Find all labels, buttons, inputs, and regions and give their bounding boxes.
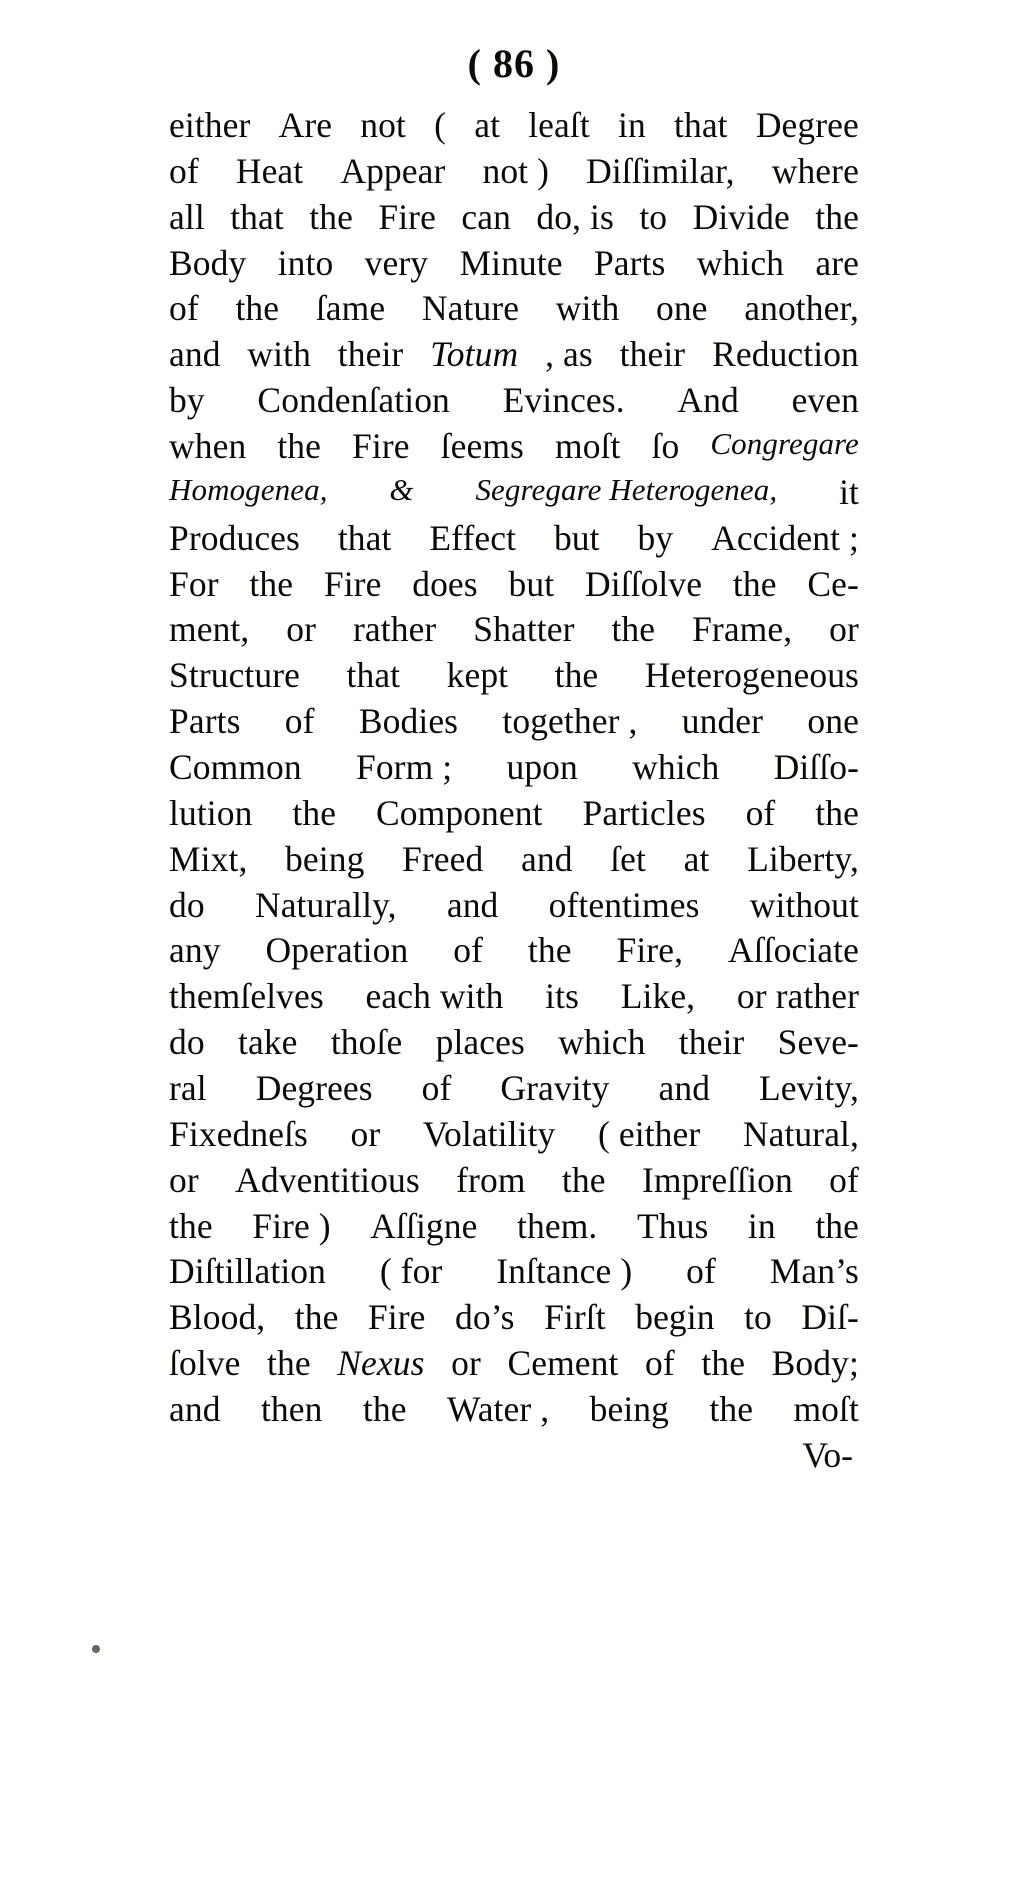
text-line: Parts of Bodies together , under one bbox=[169, 701, 859, 742]
text-line: Homogenea, & Segregare Heterogenea, it bbox=[169, 471, 859, 512]
text-line: of the ſame Nature with one another, bbox=[169, 288, 859, 329]
text-line: ral Degrees of Gravity and Levity, bbox=[169, 1068, 859, 1109]
text-line: by Condenſation Evinces. And even bbox=[169, 380, 859, 421]
text-line: Mixt, being Freed and ſet at Liberty, bbox=[169, 838, 859, 879]
text-line: and with their Totum , as their Reduction bbox=[169, 334, 859, 375]
text-line: and then the Water , being the moſt bbox=[169, 1389, 859, 1430]
text-line: Produces that Effect but by Accident ; bbox=[169, 517, 859, 558]
text-line: Common Form ; upon which Diſſo- bbox=[169, 747, 859, 788]
text-line: the Fire ) Aſſigne them. Thus in the bbox=[169, 1205, 859, 1246]
text-line: ſolve the Nexus or Cement of the Body; bbox=[169, 1343, 859, 1384]
text-line: of Heat Appear not ) Diſſimilar, where bbox=[169, 150, 859, 191]
text-line: Fixedneſs or Volatility ( either Natural, bbox=[169, 1113, 859, 1154]
text-line: lution the Component Particles of the bbox=[169, 792, 859, 833]
text-line: either Are not ( at leaſt in that Degree bbox=[169, 105, 859, 145]
text-line: do take thoſe places which their Seve- bbox=[169, 1022, 859, 1063]
text-line: or Adventitious from the Impreſſion of bbox=[169, 1159, 859, 1200]
page-number: ( 86 ) bbox=[467, 41, 561, 86]
text-line: Diſtillation ( for Inſtance ) of Man’s bbox=[169, 1251, 859, 1292]
document-page bbox=[0, 40, 1028, 1889]
margin-mark bbox=[92, 1645, 100, 1653]
text-line: Body into very Minute Parts which are bbox=[169, 242, 859, 283]
text-line: when the Fire ſeems moſt ſo Congregare bbox=[169, 426, 859, 467]
text-line: Blood, the Fire do’s Firſt begin to Diſ- bbox=[169, 1297, 859, 1338]
catchword: Vo- bbox=[802, 1434, 853, 1475]
text-line: For the Fire does but Diſſolve the Ce- bbox=[169, 563, 859, 604]
text-line: all that the Fire can do, is to Divide the bbox=[169, 196, 859, 237]
text-line: Structure that kept the Heterogeneous bbox=[169, 655, 859, 696]
text-line: ment, or rather Shatter the Frame, or bbox=[169, 609, 859, 650]
text-line: any Operation of the Fire, Aſſociate bbox=[169, 930, 859, 971]
body-text bbox=[169, 103, 859, 1432]
text-line: do Naturally, and oftentimes without bbox=[169, 884, 859, 925]
text-line: themſelves each with its Like, or rather bbox=[169, 976, 859, 1017]
